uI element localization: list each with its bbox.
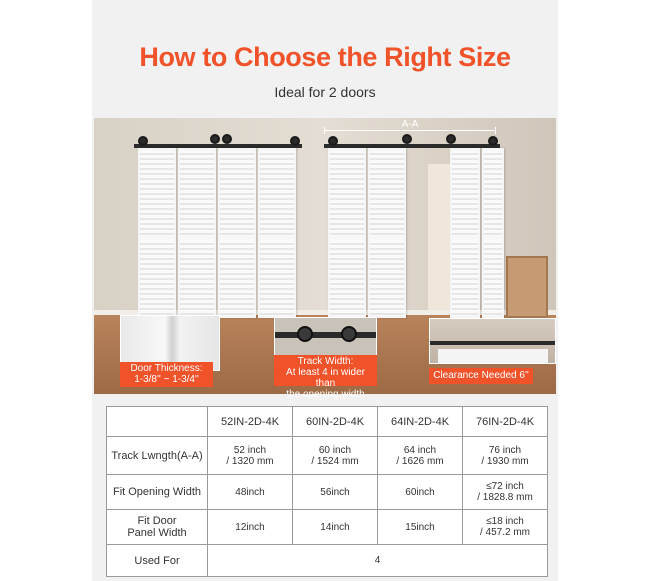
track-bar	[430, 341, 556, 345]
clearance-closeup	[429, 318, 556, 364]
table-cell: 48inch	[208, 475, 293, 510]
column-header	[107, 407, 208, 437]
dimension-label: A-A	[401, 119, 419, 130]
table-row	[107, 545, 548, 577]
column-header: 64IN-2D-4K	[378, 407, 463, 437]
table-row	[107, 510, 548, 545]
hanger-wheel-icon	[402, 134, 412, 144]
row-header: Fit Door Panel Width	[107, 510, 208, 545]
door-panel	[368, 148, 406, 318]
table-cell: ≤18 inch / 457.2 mm	[463, 510, 548, 545]
table-cell: ≤72 inch / 1828.8 mm	[463, 475, 548, 510]
dimension-tick	[495, 127, 496, 134]
table-cell: 76 inch / 1930 mm	[463, 437, 548, 475]
hanger-wheel-icon	[297, 326, 313, 342]
dimension-line	[324, 130, 496, 131]
track-width-callout: Track Width: At least 4 in wider than the opening width	[274, 355, 377, 386]
table-row	[107, 437, 548, 475]
table-cell: 14inch	[293, 510, 378, 545]
door-panel	[178, 148, 216, 318]
door-top-edge	[438, 349, 548, 364]
column-header: 52IN-2D-4K	[208, 407, 293, 437]
door-panel	[450, 148, 480, 318]
table-header-row	[107, 407, 548, 437]
door-panel	[138, 148, 176, 318]
table-cell: 64 inch / 1626 mm	[378, 437, 463, 475]
track-closeup	[274, 317, 377, 357]
table-cell: 60 inch / 1524 mm	[293, 437, 378, 475]
hanger-wheel-icon	[290, 136, 300, 146]
door-panel	[218, 148, 256, 318]
row-header: Fit Opening Width	[107, 475, 208, 510]
hanger-wheel-icon	[138, 136, 148, 146]
hanger-wheel-icon	[488, 136, 498, 146]
table-cell: 60inch	[378, 475, 463, 510]
dimension-tick	[324, 127, 325, 134]
door-panel	[328, 148, 366, 318]
table-row	[107, 475, 548, 510]
size-spec-table	[106, 406, 548, 577]
row-header: Used For	[107, 545, 208, 577]
table-cell: 4	[208, 545, 548, 577]
hanger-wheel-icon	[341, 326, 357, 342]
track-bar	[275, 332, 377, 338]
page-subtitle: Ideal for 2 doors	[274, 84, 376, 100]
table-cell: 12inch	[208, 510, 293, 545]
row-header: Track Lwngth(A-A)	[107, 437, 208, 475]
hanger-wheel-icon	[210, 134, 220, 144]
door-panel	[258, 148, 296, 318]
column-header: 60IN-2D-4K	[293, 407, 378, 437]
hanger-wheel-icon	[222, 134, 232, 144]
door-panel	[482, 148, 504, 318]
table-cell: 15inch	[378, 510, 463, 545]
page-title: How to Choose the Right Size	[139, 42, 511, 72]
door-thickness-callout: Door Thickness: 1-3/8'' ~ 1-3/4''	[120, 362, 213, 387]
table-cell: 52 inch / 1320 mm	[208, 437, 293, 475]
column-header: 76IN-2D-4K	[463, 407, 548, 437]
clearance-callout: Clearance Needed 6''	[429, 368, 533, 384]
hanger-wheel-icon	[446, 134, 456, 144]
shelf	[506, 256, 548, 318]
hanger-wheel-icon	[328, 136, 338, 146]
table-cell: 56inch	[293, 475, 378, 510]
